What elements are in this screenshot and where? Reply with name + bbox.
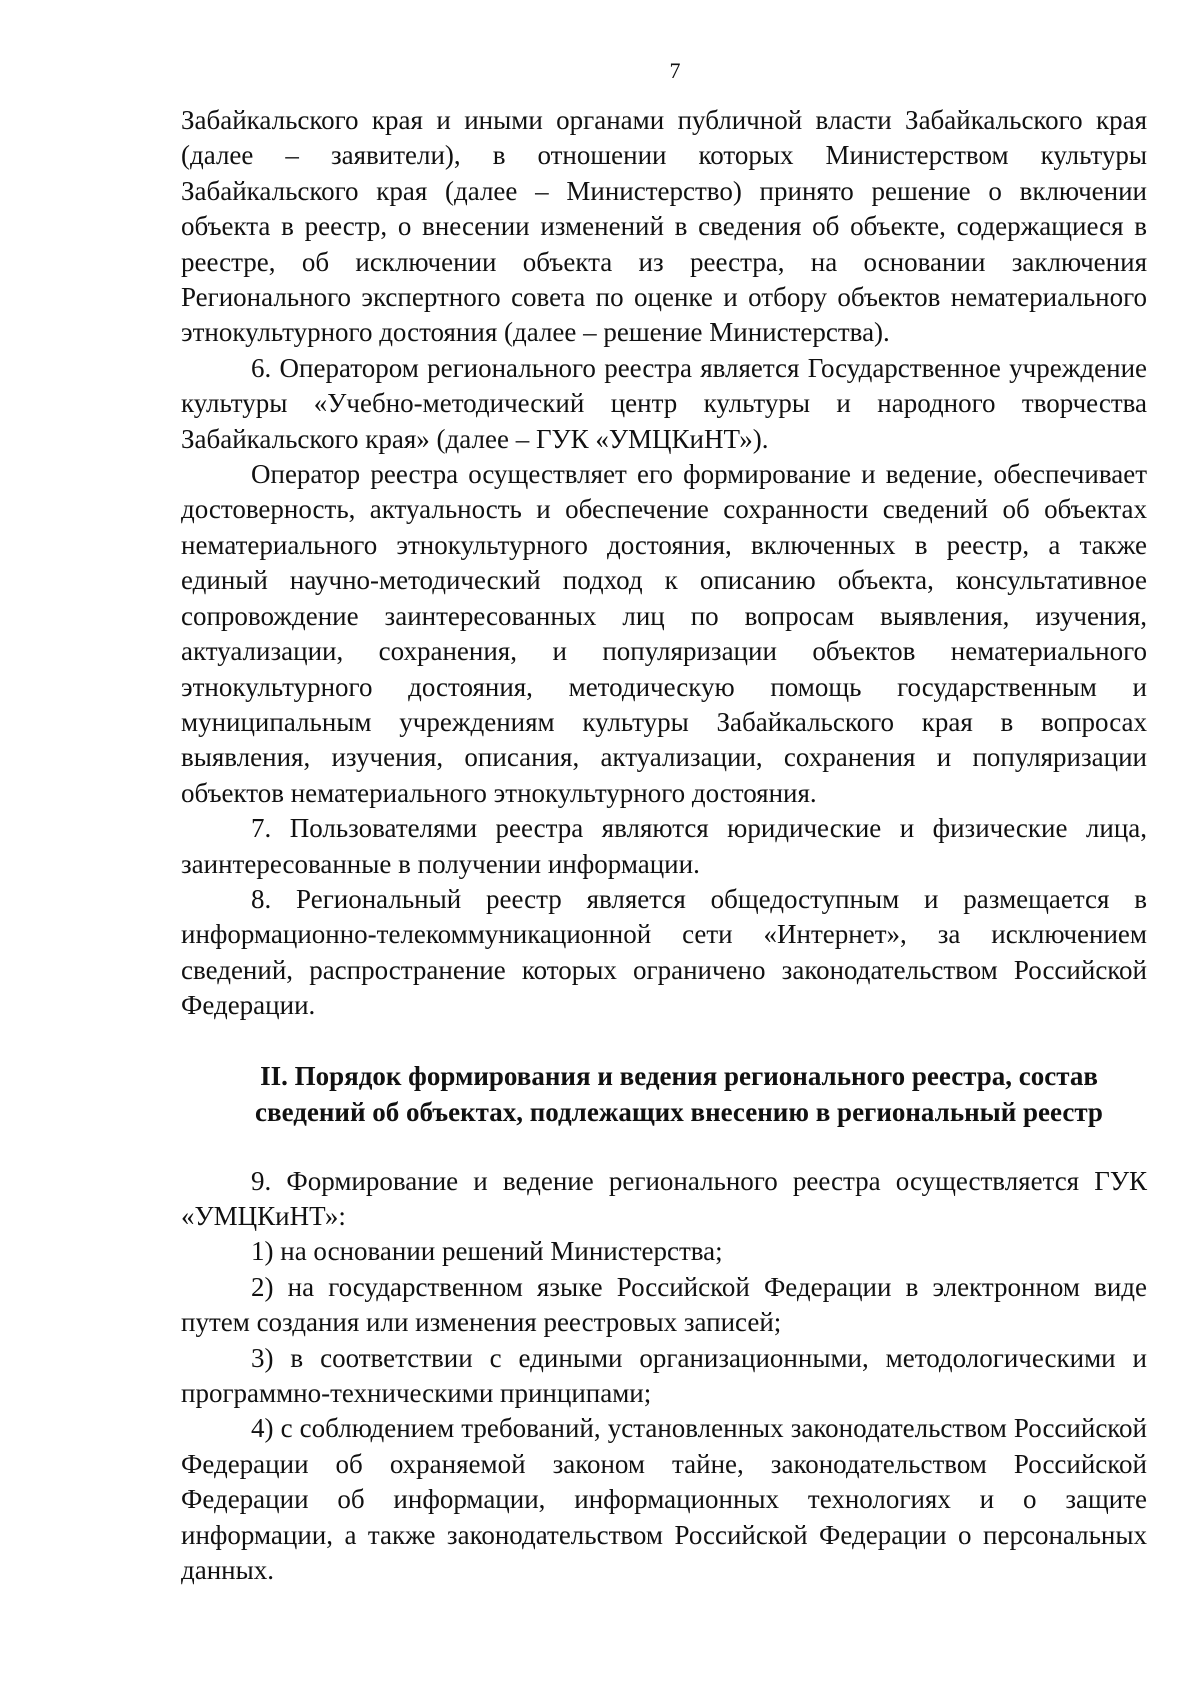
paragraph-7: 7. Пользователями реестра являются юридические и физические лица, заинтересованные в получении информации.: [181, 813, 1147, 879]
list-item-1: 1) на основании решений Министерства;: [251, 1236, 723, 1267]
list-item-2: 2) на государственном языке Российской Федерации в электронном виде путем создания или изменения реестровых записей;: [181, 1271, 1147, 1338]
list-item-4: 4) с соблюдением требований, установленных законодательством Российской Федерации об охраняемой законом тайне, законодательством Российской Федерации об информации, информационных технологиях и о защите информации, а также законодательством Российской Федерации о персональных данных.: [181, 1413, 1147, 1586]
document-body: [181, 103, 1147, 1588]
paragraph-continuation: Забайкальского края и иными органами публичной власти Забайкальского края (далее – заявители), в отношении которых Министерством культуры Забайкальского края (далее – Министерство) принято решение о включении объекта в реестр, о внесении изменений в сведения об объекте, содержащиеся в реестре, об исключении объекта из реестра, на основании заключения Регионального экспертного совета по оценке и отбору объектов нематериального этнокультурного достояния (далее – решение Министерства).: [181, 105, 1147, 348]
paragraph-8: 8. Региональный реестр является общедоступным и размещается в информационно-телекоммуникационной сети «Интернет», за исключением сведений, распространение которых ограничено законодательством Российской Федерации.: [181, 883, 1147, 1021]
paragraph-operator: Оператор реестра осуществляет его формирование и ведение, обеспечивает достоверность, актуальность и обеспечение сохранности сведений об объектах нематериального этнокультурного достояния, включенных в реестр, а также единый научно-методический подход к описанию объекта, консультативное сопровождение заинтересованных лиц по вопросам выявления, изучения, актуализации, сохранения, и популяризации объектов нематериального этнокультурного достояния, методическую помощь государственным и муниципальным учреждениям культуры Забайкальского края в вопросах выявления, изучения, описания, актуализации, сохранения и популяризации объектов нематериального этнокультурного достояния.: [181, 459, 1147, 808]
section-heading-line-1: II. Порядок формирования и ведения регионального реестра, состав: [260, 1060, 1098, 1091]
paragraph-6: 6. Оператором регионального реестра является Государственное учреждение культуры «Учебно-методический центр культуры и народного творчества Забайкальского края» (далее – ГУК «УМЦКиНТ»).: [181, 352, 1147, 454]
section-heading-line-2: сведений об объектах, подлежащих внесению в региональный реестр: [255, 1096, 1103, 1127]
paragraph-9: 9. Формирование и ведение регионального реестра осуществляется ГУК «УМЦКиНТ»:: [181, 1165, 1147, 1231]
list-item-3: 3) в соответствии с едиными организационными, методологическими и программно-техническими принципами;: [181, 1342, 1147, 1408]
page-number: 7: [669, 58, 681, 83]
section-heading: [181, 1058, 1147, 1130]
